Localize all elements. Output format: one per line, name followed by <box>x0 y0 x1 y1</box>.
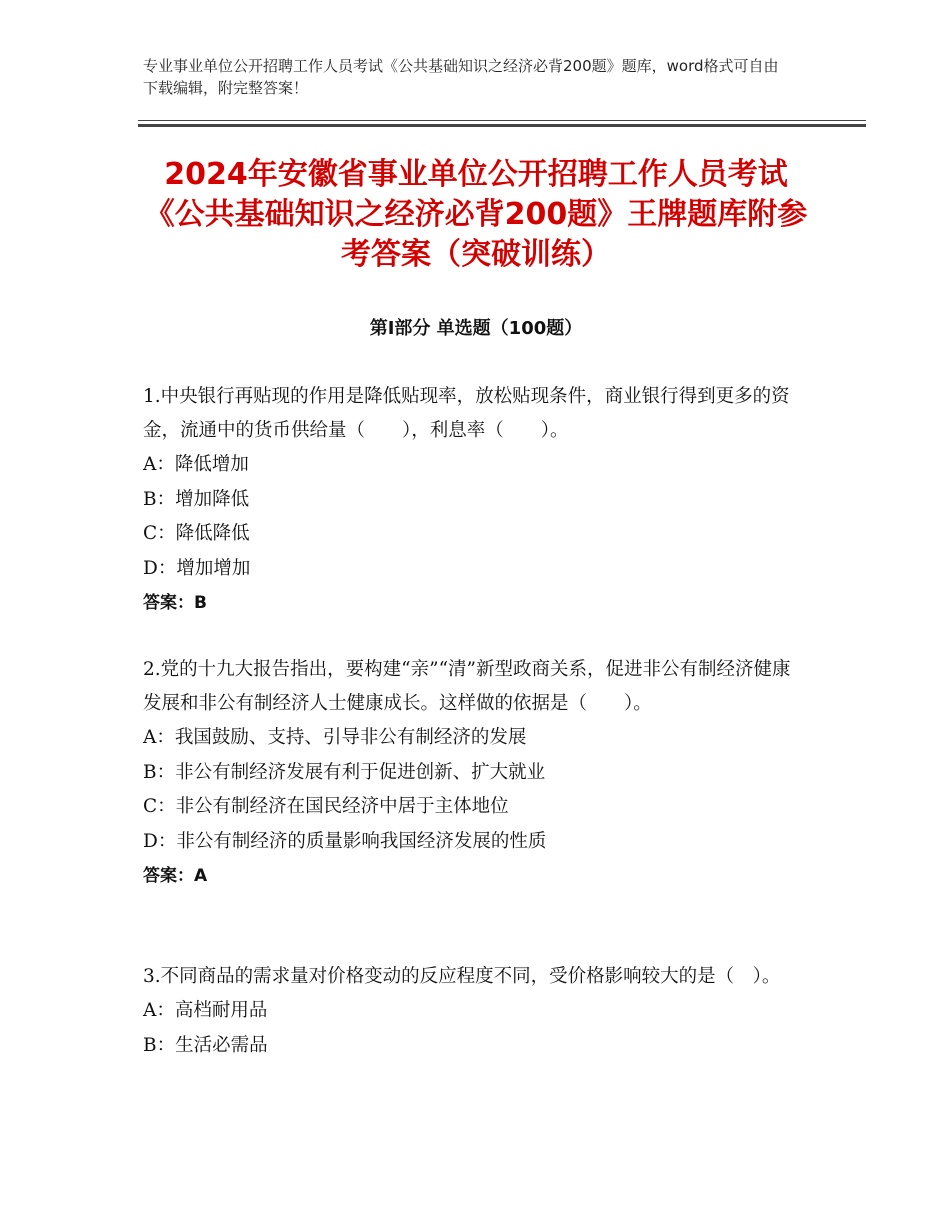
section-title: 第Ⅰ部分 单选题（100题） <box>369 318 583 339</box>
option-d: D：非公有制经济的质量影响我国经济发展的性质 <box>143 830 547 852</box>
option-b: B：非公有制经济发展有利于促进创新、扩大就业 <box>143 761 546 783</box>
option-c: C：降低降低 <box>143 523 250 544</box>
option-b: B：生活必需品 <box>143 1034 268 1056</box>
header-rule-thick <box>138 124 866 127</box>
question-stem: 3.不同商品的需求量对价格变动的反应程度不同，受价格影响较大的是（ ）。 <box>143 966 781 987</box>
question-2 <box>143 653 803 893</box>
option-d: D：增加增加 <box>143 557 251 579</box>
question-stem: 1.中央银行再贴现的作用是降低贴现率，放松贴现条件，商业银行得到更多的资金，流通中的货币供给量（ ），利息率（ ）。 <box>143 386 790 441</box>
question-1 <box>143 380 803 620</box>
document-title: 2024年安徽省事业单位公开招聘工作人员考试《公共基础知识之经济必背200题》王牌题库附参考答案（突破训练） <box>144 157 808 272</box>
option-a: A：我国鼓励、支持、引导非公有制经济的发展 <box>143 727 527 748</box>
option-b: B：增加降低 <box>143 488 250 510</box>
question-stem: 2.党的十九大报告指出，要构建“亲”“清”新型政商关系，促进非公有制经济健康发展和非公有制经济人士健康成长。这样做的依据是（ ）。 <box>143 659 791 714</box>
option-a: A：降低增加 <box>143 454 249 475</box>
question-3 <box>143 960 803 1063</box>
answer: 答案：B <box>143 593 207 613</box>
option-c: C：非公有制经济在国民经济中居于主体地位 <box>143 796 509 817</box>
answer: 答案：A <box>143 866 208 886</box>
option-a: A：高档耐用品 <box>143 1000 268 1021</box>
header-note: 专业事业单位公开招聘工作人员考试《公共基础知识之经济必背200题》题库，word格式可自由下载编辑，附完整答案！ <box>143 57 779 97</box>
header-rule-thin <box>138 120 866 121</box>
